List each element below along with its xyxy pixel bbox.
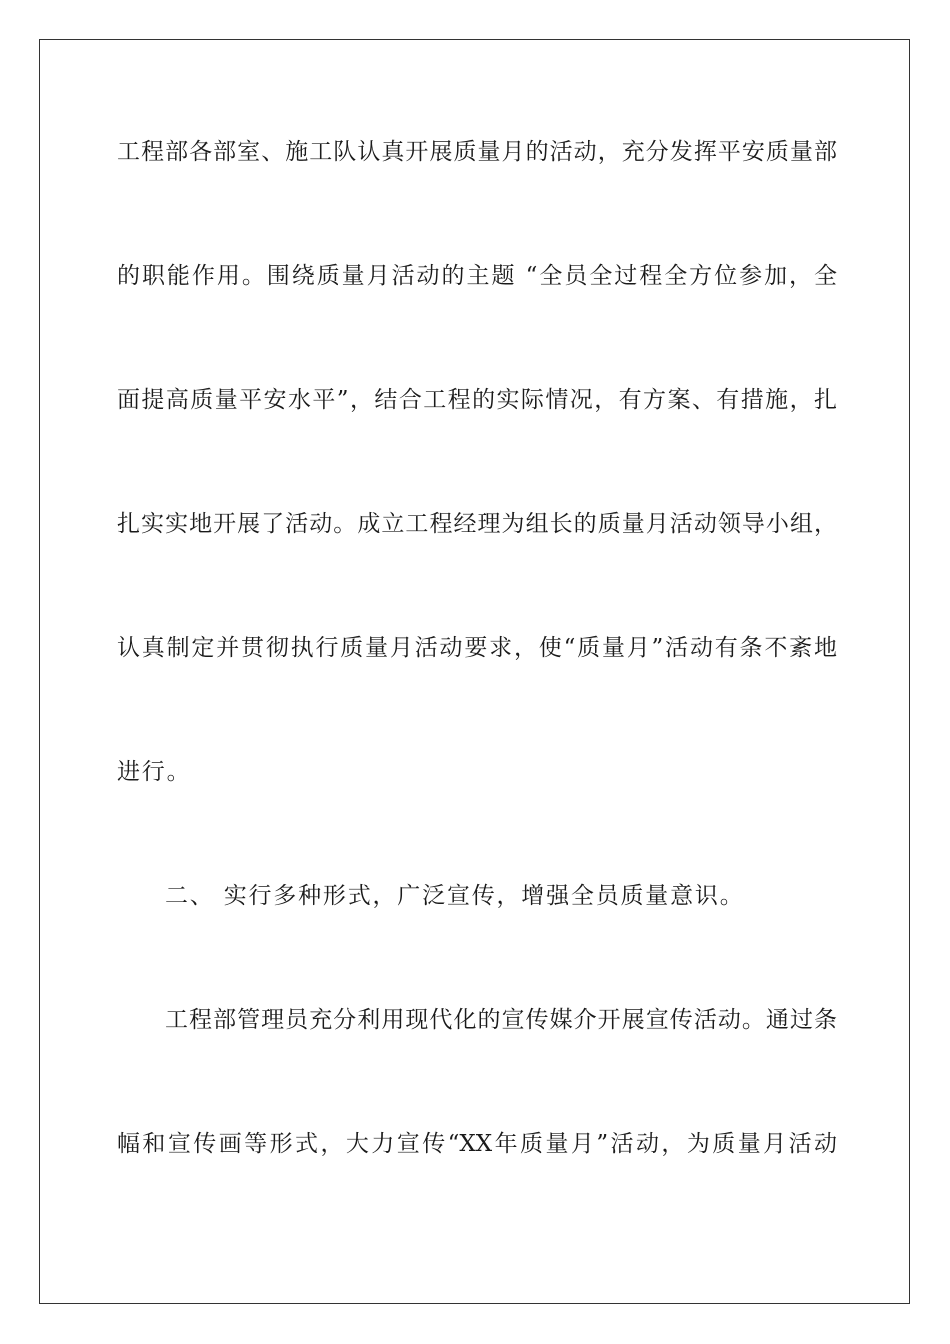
paragraph-line: 幅和宣传画等形式，大力宣传“XX年质量月”活动，为质量月活动 [117, 1131, 837, 1157]
paragraph-line: 面提高质量平安水平”，结合工程的实际情况，有方案、有措施，扎 [117, 387, 837, 413]
section-heading: 二、 实行多种形式，广泛宣传，增强全员质量意识。 [165, 883, 745, 909]
paragraph-line: 进行。 [117, 759, 192, 785]
paragraph-line: 扎实实地开展了活动。成立工程经理为组长的质量月活动领导小组， [117, 511, 837, 537]
paragraph-line: 认真制定并贯彻执行质量月活动要求，使“质量月”活动有条不紊地 [117, 635, 837, 661]
page-frame [39, 39, 910, 1304]
paragraph-line: 工程部管理员充分利用现代化的宣传媒介开展宣传活动。通过条 [165, 1007, 837, 1033]
paragraph-line: 的职能作用。围绕质量月活动的主题 “全员全过程全方位参加，全 [117, 263, 837, 289]
paragraph-line: 工程部各部室、施工队认真开展质量月的活动，充分发挥平安质量部 [117, 139, 837, 165]
